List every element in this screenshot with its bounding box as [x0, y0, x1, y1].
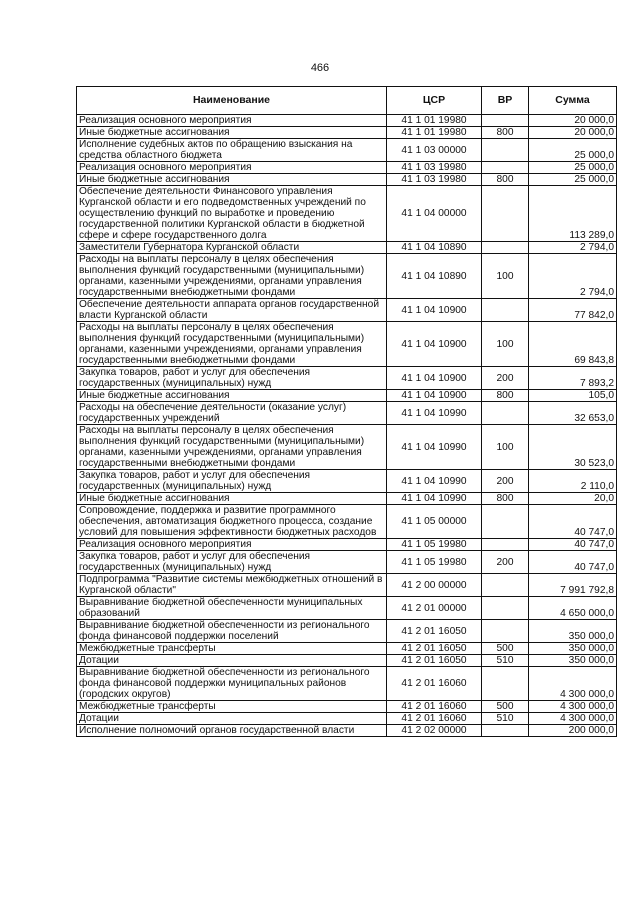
row-vr-cell: 200: [482, 551, 529, 574]
row-sum-cell: 2 794,0: [529, 254, 617, 299]
row-vr-cell: 200: [482, 470, 529, 493]
row-name-cell: Обеспечение деятельности аппарата органов государственной власти Курганской области: [77, 299, 387, 322]
table-row: [77, 322, 617, 367]
table-body: [77, 115, 617, 737]
row-vr-cell: [482, 620, 529, 643]
row-vr-cell: 200: [482, 367, 529, 390]
row-name-cell: Реализация основного мероприятия: [77, 162, 387, 174]
row-sum-cell: 20 000,0: [529, 127, 617, 139]
table-row: [77, 186, 617, 242]
row-name-cell: Иные бюджетные ассигнования: [77, 390, 387, 402]
row-csr-cell: 41 1 01 19980: [387, 115, 482, 127]
row-sum-cell: 2 110,0: [529, 470, 617, 493]
table-row: [77, 539, 617, 551]
row-csr-cell: 41 1 04 10890: [387, 254, 482, 299]
page-number: 466: [310, 62, 330, 74]
row-csr-cell: 41 1 04 10890: [387, 242, 482, 254]
row-csr-cell: 41 1 04 10900: [387, 322, 482, 367]
row-name-cell: Иные бюджетные ассигнования: [77, 493, 387, 505]
row-csr-cell: 41 2 01 16060: [387, 667, 482, 701]
table-row: [77, 597, 617, 620]
row-vr-cell: [482, 725, 529, 737]
table-row: [77, 390, 617, 402]
table-header-row: [77, 87, 617, 115]
row-name-cell: Иные бюджетные ассигнования: [77, 174, 387, 186]
row-name-cell: Исполнение судебных актов по обращению взыскания на средства областного бюджета: [77, 139, 387, 162]
row-csr-cell: 41 1 04 10900: [387, 367, 482, 390]
row-csr-cell: 41 1 04 10990: [387, 425, 482, 470]
row-csr-cell: 41 1 03 19980: [387, 162, 482, 174]
row-sum-cell: 350 000,0: [529, 655, 617, 667]
row-name-cell: Межбюджетные трансферты: [77, 643, 387, 655]
row-sum-cell: 105,0: [529, 390, 617, 402]
table-row: [77, 655, 617, 667]
row-name-cell: Исполнение полномочий органов государственной власти: [77, 725, 387, 737]
header-vr: ВР: [482, 87, 529, 115]
table-row: [77, 713, 617, 725]
row-sum-cell: 7 991 792,8: [529, 574, 617, 597]
row-csr-cell: 41 1 05 19980: [387, 539, 482, 551]
row-name-cell: Выравнивание бюджетной обеспеченности муниципальных образований: [77, 597, 387, 620]
row-csr-cell: 41 2 01 00000: [387, 597, 482, 620]
row-vr-cell: [482, 539, 529, 551]
row-sum-cell: 40 747,0: [529, 505, 617, 539]
row-vr-cell: 500: [482, 701, 529, 713]
row-name-cell: Расходы на выплаты персоналу в целях обеспечения выполнения функций государственными (муниципальными) органами, казенными учреждениями, органами управления государственными внебюджетными фондами: [77, 322, 387, 367]
row-name-cell: Иные бюджетные ассигнования: [77, 127, 387, 139]
row-vr-cell: [482, 186, 529, 242]
row-sum-cell: 40 747,0: [529, 551, 617, 574]
table-row: [77, 667, 617, 701]
row-name-cell: Реализация основного мероприятия: [77, 115, 387, 127]
row-name-cell: Дотации: [77, 713, 387, 725]
row-vr-cell: [482, 162, 529, 174]
row-vr-cell: [482, 242, 529, 254]
row-sum-cell: 77 842,0: [529, 299, 617, 322]
table-row: [77, 162, 617, 174]
row-csr-cell: 41 1 05 00000: [387, 505, 482, 539]
row-csr-cell: 41 2 00 00000: [387, 574, 482, 597]
row-vr-cell: [482, 505, 529, 539]
row-name-cell: Закупка товаров, работ и услуг для обеспечения государственных (муниципальных) нужд: [77, 367, 387, 390]
row-sum-cell: 350 000,0: [529, 620, 617, 643]
row-sum-cell: 25 000,0: [529, 162, 617, 174]
row-csr-cell: 41 1 03 19980: [387, 174, 482, 186]
row-vr-cell: [482, 597, 529, 620]
row-csr-cell: 41 1 03 00000: [387, 139, 482, 162]
header-sum: Сумма: [529, 87, 617, 115]
row-csr-cell: 41 1 04 10990: [387, 470, 482, 493]
row-sum-cell: 20 000,0: [529, 115, 617, 127]
row-vr-cell: 800: [482, 127, 529, 139]
table-row: [77, 425, 617, 470]
budget-table: [76, 86, 617, 737]
table-row: [77, 299, 617, 322]
table-row: [77, 242, 617, 254]
header-csr: ЦСР: [387, 87, 482, 115]
row-name-cell: Расходы на выплаты персоналу в целях обеспечения выполнения функций государственными (муниципальными) органами, казенными учреждениями, органами управления государственными внебюджетными фондами: [77, 425, 387, 470]
row-csr-cell: 41 1 04 10900: [387, 299, 482, 322]
row-sum-cell: 4 300 000,0: [529, 713, 617, 725]
row-sum-cell: 32 653,0: [529, 402, 617, 425]
row-csr-cell: 41 2 01 16060: [387, 713, 482, 725]
table-row: [77, 470, 617, 493]
row-vr-cell: 100: [482, 254, 529, 299]
row-csr-cell: 41 2 01 16050: [387, 643, 482, 655]
row-vr-cell: 100: [482, 322, 529, 367]
table-row: [77, 643, 617, 655]
row-name-cell: Реализация основного мероприятия: [77, 539, 387, 551]
row-name-cell: Подпрограмма "Развитие системы межбюджетных отношений в Курганской области": [77, 574, 387, 597]
row-sum-cell: 25 000,0: [529, 174, 617, 186]
row-sum-cell: 113 289,0: [529, 186, 617, 242]
row-sum-cell: 4 300 000,0: [529, 667, 617, 701]
row-vr-cell: 500: [482, 643, 529, 655]
row-csr-cell: 41 1 01 19980: [387, 127, 482, 139]
row-vr-cell: [482, 299, 529, 322]
row-csr-cell: 41 2 01 16060: [387, 701, 482, 713]
row-vr-cell: [482, 139, 529, 162]
row-vr-cell: 800: [482, 390, 529, 402]
table-row: [77, 367, 617, 390]
row-sum-cell: 69 843,8: [529, 322, 617, 367]
row-name-cell: Обеспечение деятельности Финансового управления Курганской области и его подведомственных учреждений по осуществлению функций по выработке и проведению государственной политики Курганской области в бюджетной сфере и сфере государственного долга: [77, 186, 387, 242]
row-csr-cell: 41 2 01 16050: [387, 620, 482, 643]
row-sum-cell: 4 300 000,0: [529, 701, 617, 713]
header-name: Наименование: [77, 87, 387, 115]
row-name-cell: Сопровождение, поддержка и развитие программного обеспечения, автоматизация бюджетного процесса, создание условий для повышения эффективности бюджетных расходов: [77, 505, 387, 539]
row-vr-cell: [482, 574, 529, 597]
table-row: [77, 254, 617, 299]
row-vr-cell: 510: [482, 655, 529, 667]
row-vr-cell: [482, 667, 529, 701]
row-name-cell: Межбюджетные трансферты: [77, 701, 387, 713]
row-name-cell: Дотации: [77, 655, 387, 667]
row-vr-cell: 100: [482, 425, 529, 470]
row-sum-cell: 30 523,0: [529, 425, 617, 470]
table-row: [77, 174, 617, 186]
row-sum-cell: 350 000,0: [529, 643, 617, 655]
table-row: [77, 127, 617, 139]
row-sum-cell: 25 000,0: [529, 139, 617, 162]
row-name-cell: Выравнивание бюджетной обеспеченности из регионального фонда финансовой поддержки поселений: [77, 620, 387, 643]
row-vr-cell: [482, 402, 529, 425]
row-sum-cell: 7 893,2: [529, 367, 617, 390]
row-csr-cell: 41 1 04 10990: [387, 493, 482, 505]
row-csr-cell: 41 1 04 00000: [387, 186, 482, 242]
table-row: [77, 115, 617, 127]
row-vr-cell: 510: [482, 713, 529, 725]
row-name-cell: Закупка товаров, работ и услуг для обеспечения государственных (муниципальных) нужд: [77, 470, 387, 493]
table-row: [77, 551, 617, 574]
table-row: [77, 701, 617, 713]
row-name-cell: Выравнивание бюджетной обеспеченности из регионального фонда финансовой поддержки муниципальных районов (городских округов): [77, 667, 387, 701]
row-name-cell: Расходы на выплаты персоналу в целях обеспечения выполнения функций государственными (муниципальными) органами, казенными учреждениями, органами управления государственными внебюджетными фондами: [77, 254, 387, 299]
row-csr-cell: 41 1 05 19980: [387, 551, 482, 574]
row-csr-cell: 41 2 01 16050: [387, 655, 482, 667]
table-row: [77, 139, 617, 162]
table-row: [77, 505, 617, 539]
row-sum-cell: 20,0: [529, 493, 617, 505]
row-sum-cell: 4 650 000,0: [529, 597, 617, 620]
row-name-cell: Расходы на обеспечение деятельности (оказание услуг) государственных учреждений: [77, 402, 387, 425]
row-sum-cell: 40 747,0: [529, 539, 617, 551]
table-row: [77, 574, 617, 597]
table-row: [77, 402, 617, 425]
table-row: [77, 493, 617, 505]
row-vr-cell: [482, 115, 529, 127]
table-row: [77, 725, 617, 737]
row-vr-cell: 800: [482, 493, 529, 505]
row-name-cell: Закупка товаров, работ и услуг для обеспечения государственных (муниципальных) нужд: [77, 551, 387, 574]
row-vr-cell: 800: [482, 174, 529, 186]
row-sum-cell: 2 794,0: [529, 242, 617, 254]
row-csr-cell: 41 1 04 10990: [387, 402, 482, 425]
row-csr-cell: 41 1 04 10900: [387, 390, 482, 402]
row-csr-cell: 41 2 02 00000: [387, 725, 482, 737]
row-sum-cell: 200 000,0: [529, 725, 617, 737]
table-row: [77, 620, 617, 643]
row-name-cell: Заместители Губернатора Курганской области: [77, 242, 387, 254]
